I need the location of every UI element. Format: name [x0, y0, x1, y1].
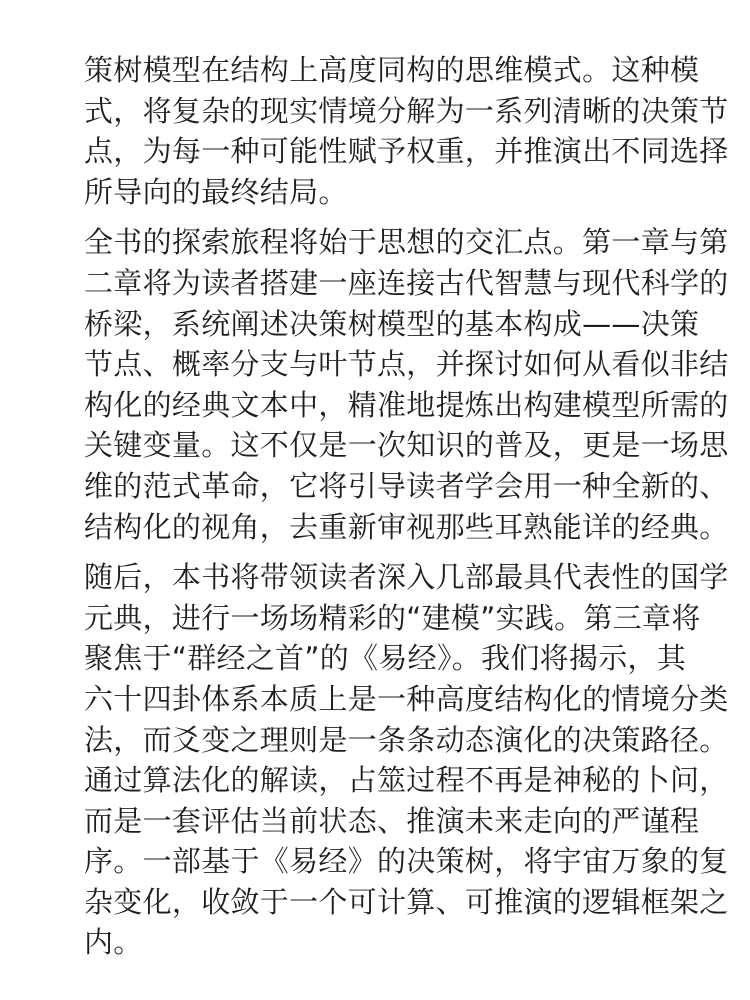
paragraph-1	[84, 50, 729, 212]
paragraph-2	[84, 222, 729, 547]
text-line: 序。一部基于《易经》的决策树，将宇宙万象的复	[84, 844, 729, 879]
text-line: 结构化的视角，去重新审视那些耳熟能详的经典。	[84, 509, 729, 544]
text-line: 杂变化，收敛于一个可计算、可推演的逻辑框架之	[84, 884, 729, 919]
text-line: 全书的探索旅程将始于思想的交汇点。第一章与第	[84, 225, 729, 260]
text-line: 而是一套评估当前状态、推演未来走向的严谨程	[84, 803, 700, 838]
text-line: 关键变量。这不仅是一次知识的普及，更是一场思	[84, 428, 729, 463]
text-line: 二章将为读者搭建一座连接古代智慧与现代科学的	[84, 265, 729, 300]
text-line: 桥梁，系统阐述决策树模型的基本构成——决策	[84, 306, 700, 341]
text-line: 构化的经典文本中，精准地提炼出构建模型所需的	[84, 387, 729, 422]
text-line: 内。	[84, 925, 143, 960]
text-line: 所导向的最终结局。	[84, 174, 348, 209]
paragraph-3	[84, 557, 729, 963]
text-line: 法，而爻变之理则是一条条动态演化的决策路径。	[84, 722, 729, 757]
text-line: 六十四卦体系本质上是一种高度结构化的情境分类	[84, 681, 729, 716]
text-line: 维的范式革命，它将引导读者学会用一种全新的、	[84, 468, 729, 503]
text-line: 随后，本书将带领读者深入几部最具代表性的国学	[84, 560, 729, 595]
text-line: 节点、概率分支与叶节点，并探讨如何从看似非结	[84, 347, 729, 382]
text-line: 策树模型在结构上高度同构的思维模式。这种模	[84, 53, 700, 87]
text-line: 元典，进行一场场精彩的“建模”实践。第三章将	[84, 600, 701, 635]
text-line: 通过算法化的解读，占筮过程不再是神秘的卜问，	[84, 763, 729, 798]
text-line: 点，为每一种可能性赋予权重，并推演出不同选择	[84, 134, 729, 169]
text-line: 聚焦于“群经之首”的《易经》。我们将揭示，其	[84, 641, 687, 676]
text-line: 式，将复杂的现实情境分解为一系列清晰的决策节	[84, 93, 729, 128]
